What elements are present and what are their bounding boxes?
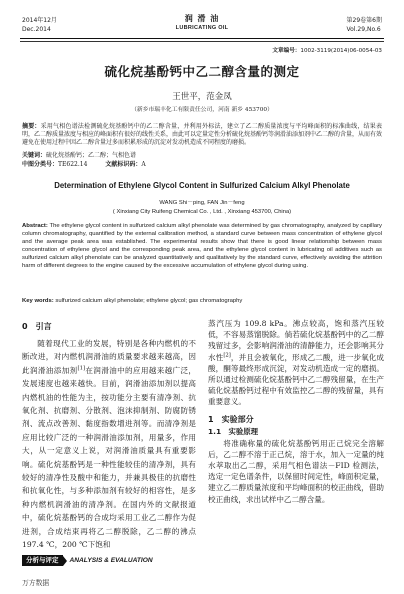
header-volume-en: Vol.29,No.6 xyxy=(346,26,381,33)
header-date-cn: 2014年12月 xyxy=(22,17,57,24)
watermark-text: 万方数据 xyxy=(22,579,50,587)
header-journal-name xyxy=(0,14,404,32)
continuation-text-part-1: 蒸汽压为 109.8 kPa。沸点较高，饱和蒸汽压较低，不容易蒸馏脱除。倘若硫化烷基酚钙中的乙二醇残留过多，会影响润滑油的清静能力，还会影响其分水性 xyxy=(208,319,384,362)
keywords-english-text: sulfurized calcium alkyl phenolate; ethylene glycol; gas chromatography xyxy=(53,298,243,304)
section-heading-introduction: 0 引言 xyxy=(22,322,52,331)
article-number-label: 文章编号： xyxy=(272,48,301,54)
clc-value: TE622.14 xyxy=(58,161,88,168)
affiliation-english: ( Xinxiang City Ruifeng Chemical Co. , Ltd. , Xinxiang 453700, China) xyxy=(112,209,292,215)
keywords-chinese-label: 关键词： xyxy=(22,152,47,159)
header-volume-cn: 第29卷第6期 xyxy=(346,17,382,24)
citation-ref-1: [1] xyxy=(77,365,86,372)
citation-ref-2: [2] xyxy=(223,352,231,359)
abstract-english-label: Abstract: xyxy=(22,223,48,229)
keywords-english-label: Key words: xyxy=(22,298,54,304)
footer-arrow-icon xyxy=(63,556,67,566)
introduction-paragraph xyxy=(22,337,196,551)
keywords-english xyxy=(22,297,382,305)
authors-chinese: 王世平，范金凤 xyxy=(172,92,232,102)
principle-paragraph: 将准确称量的硫化烷基酚钙用正己烷完全溶解后，乙二醇不溶于正己烷，溶于水，加入一定量的纯水萃取出乙二醇，采用气相色谱法－FID 检测法，选定一定色谱条件，以保留时间定性，峰面积定量，建立乙二醇质量浓度和平均峰面积的校正曲线，借助校正曲线，求出试样中乙二醇含量。 xyxy=(208,438,384,504)
header-rule-thick xyxy=(20,38,384,39)
header-journal-en: LUBRICATING OIL xyxy=(175,25,229,31)
keywords-chinese xyxy=(22,152,382,160)
footer-section-tag xyxy=(22,555,153,566)
header-date-en: Dec.2014 xyxy=(22,26,51,33)
article-number-value: 1002-3119(2014)06-0054-03 xyxy=(300,48,382,54)
doc-code-value: A xyxy=(141,161,146,168)
abstract-chinese xyxy=(22,123,382,147)
abstract-english xyxy=(22,222,382,270)
title-chinese: 硫化烷基酚钙中乙二醇含量的测定 xyxy=(104,64,300,79)
affiliation-chinese: （新乡市瑞丰化工有限责任公司，河南 新乡 453700） xyxy=(131,107,273,113)
subsection-heading-principle: 1.1 实验原理 xyxy=(208,426,259,436)
section-heading-experimental: 1 实验部分 xyxy=(208,414,254,424)
introduction-text-part-1: 随着现代工业的发展，特别是各种内燃机的不断改进，对内燃机润滑油的质量要求越来越高，因此润滑油添加剂 xyxy=(22,339,196,375)
header-journal-cn: 润 滑 油 xyxy=(184,14,220,23)
classification-line xyxy=(22,161,382,169)
introduction-continuation xyxy=(208,318,384,408)
footer-section-cn: 分析与评定 xyxy=(22,555,63,566)
header-rule-thin xyxy=(20,41,384,42)
abstract-chinese-label: 摘要： xyxy=(22,123,41,130)
article-number xyxy=(272,47,382,55)
clc-label: 中图分类号： xyxy=(22,161,59,168)
continuation-text-part-2: ，并且会被氧化，形成乙二酸，进一步氧化成酸，酮等最终形成沉淀，对发动机造成一定的磨损。所以通过检测硫化烷基酚钙中乙二醇残留量，在生产硫化烷基酚钙过程中有效监控乙二醇的残留量，具有重要意义。 xyxy=(208,352,384,407)
abstract-chinese-text: 采用气相色谱法检测硫化烷基酚钙中的乙二醇含量，并利用外标法，建立了乙二醇质量浓度与平均峰面积的标准曲线，结果表明，乙二醇质量浓度与相应的峰面积有很好的线性关系，由此可以定量定性分析硫化烷基酚钙等润滑油添加剂中乙二醇的含量，从而有效避免在使用过程中因乙二醇含量过多而积累形成的沉淀对发动机造成不同程度的磨损。 xyxy=(22,123,383,146)
keywords-chinese-text: 硫化烷基酚钙；乙二醇；气相色谱 xyxy=(46,152,137,159)
doc-code-label: 文献标识码： xyxy=(105,161,142,168)
introduction-text-part-2: 在润滑油中的应用越来越广泛，发展速度也越来越快。目前，润滑油添加剂以提高内燃机油的性能为主，按功能分主要有清净剂、抗氧化剂、抗磨剂、分散剂、泡沫抑制剂、防腐防锈剂、流点改善剂、黏度指数增进剂等。而清净剂是应用比较广泛的一种润滑油添加剂，用量多，作用大，从一定意义上说，对润滑油质量具有重要影响。硫化烷基酚钙是一种性能较佳的清净剂，具有较好的清净性及酸中和能力，并兼具极佳的抗磨性和抗氧化性，与多种添加剂有较好的相容性，是多种内燃机润滑油的清净剂。在国内外的文献报道中，硫化烷基酚钙的合成均采用工业乙二醇作为促进剂，合成结束再将乙二醇脱除，乙二醇的沸点 197.4 ℃，200 ℃下饱和 xyxy=(22,365,196,550)
title-english: Determination of Ethylene Glycol Content in Sulfurized Calcium Alkyl Phenolate xyxy=(54,181,350,190)
right-column xyxy=(208,318,384,554)
authors-english: WANG Shi－ping, FAN Jin－feng xyxy=(159,200,245,206)
abstract-english-text: The ethylene glycol content in sulfurized calcium alkyl phenolate was determined by gas chromatography, analyzed by capillary column chromatography, quantified by the external calibration method, a standard curve between mass concentration of ethylene glycol and the average peak area was established. The experimental results show that there is good linear relationship between mass concentration of ethylene glycol and the corresponding peak area, and the ethylene glycol content in lubricating oil additives such as sulfurized calcium alkyl phenolate can be analyzed quantitatively and qualitatively by the standard curve, effectively avoiding the attrition harm of different degrees to the engine caused by the excessive accumulation of ethylene glycol during using. xyxy=(22,223,382,269)
footer-section-en: ANALYSIS & EVALUATION xyxy=(69,557,153,564)
header-volume xyxy=(347,16,382,34)
